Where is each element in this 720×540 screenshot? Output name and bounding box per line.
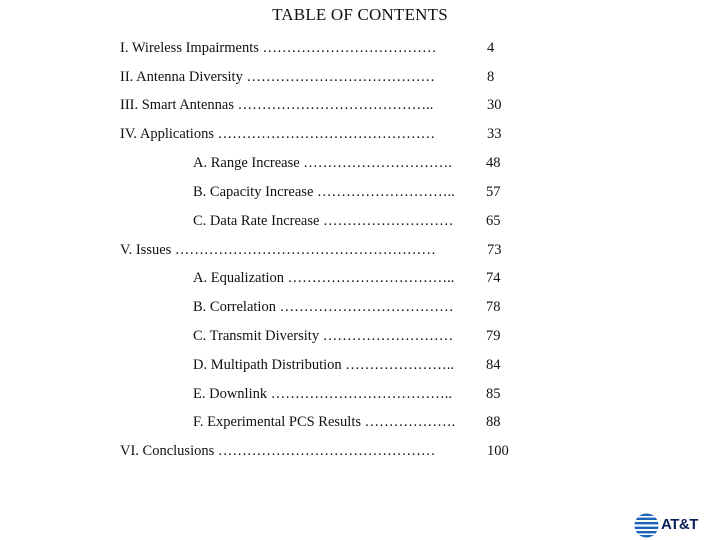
toc-entry-page: 88 — [486, 414, 501, 430]
toc-entry-label: B. Correlation ……………………………… — [193, 299, 454, 315]
toc-entry-label: III. Smart Antennas ………………………………….. — [120, 97, 434, 113]
att-logo — [634, 513, 718, 539]
toc-entry-label: I. Wireless Impairments ……………………………… — [120, 40, 437, 56]
toc-entry — [0, 270, 720, 292]
toc-entry — [0, 69, 720, 91]
toc-entry-label: B. Capacity Increase ……………………….. — [193, 184, 455, 200]
toc-entry — [0, 40, 720, 62]
toc-entry — [0, 443, 720, 465]
toc-entry-page: 73 — [487, 242, 502, 258]
toc-entry-page: 79 — [486, 328, 501, 344]
toc-entry-page: 85 — [486, 386, 501, 402]
toc-entry — [0, 242, 720, 264]
toc-entry-label: IV. Applications ……………………………………… — [120, 126, 436, 142]
toc-entry — [0, 299, 720, 321]
toc-entry — [0, 213, 720, 235]
toc-entry — [0, 184, 720, 206]
toc-entry-label: F. Experimental PCS Results ………………. — [193, 414, 456, 430]
toc-entry-page: 74 — [486, 270, 501, 286]
toc-entry-label: C. Transmit Diversity ……………………… — [193, 328, 454, 344]
toc-entry-page: 100 — [487, 443, 509, 459]
logo-wordmark: AT&T — [661, 516, 698, 533]
toc-entry — [0, 386, 720, 408]
toc-entry — [0, 328, 720, 350]
toc-entry — [0, 357, 720, 379]
toc-entry-page: 4 — [487, 40, 495, 56]
toc-entry-page: 48 — [486, 155, 501, 171]
toc-entry-label: II. Antenna Diversity ………………………………… — [120, 69, 435, 85]
toc-entry-label: C. Data Rate Increase ……………………… — [193, 213, 454, 229]
toc-entry-page: 84 — [486, 357, 501, 373]
toc-entry-page: 78 — [486, 299, 501, 315]
toc-entry — [0, 126, 720, 148]
toc-entry-label: VI. Conclusions ……………………………………… — [120, 443, 436, 459]
toc-entry-label: D. Multipath Distribution ………………….. — [193, 357, 454, 373]
toc-entry-label: A. Equalization …………………………….. — [193, 270, 455, 286]
toc-entry-label: A. Range Increase …………………………. — [193, 155, 452, 171]
toc-entry-label: E. Downlink ……………………………….. — [193, 386, 452, 402]
toc-entry — [0, 414, 720, 436]
toc-entry-label: V. Issues ……………………………………………… — [120, 242, 436, 258]
toc-entry-page: 57 — [486, 184, 501, 200]
toc-entry-page: 30 — [487, 97, 502, 113]
toc-entry-page: 33 — [487, 126, 502, 142]
toc-entry-page: 65 — [486, 213, 501, 229]
toc-entry — [0, 97, 720, 119]
page-title: TABLE OF CONTENTS — [272, 5, 448, 24]
toc-entry — [0, 155, 720, 177]
globe-icon — [634, 513, 659, 538]
toc-entry-page: 8 — [487, 69, 495, 85]
